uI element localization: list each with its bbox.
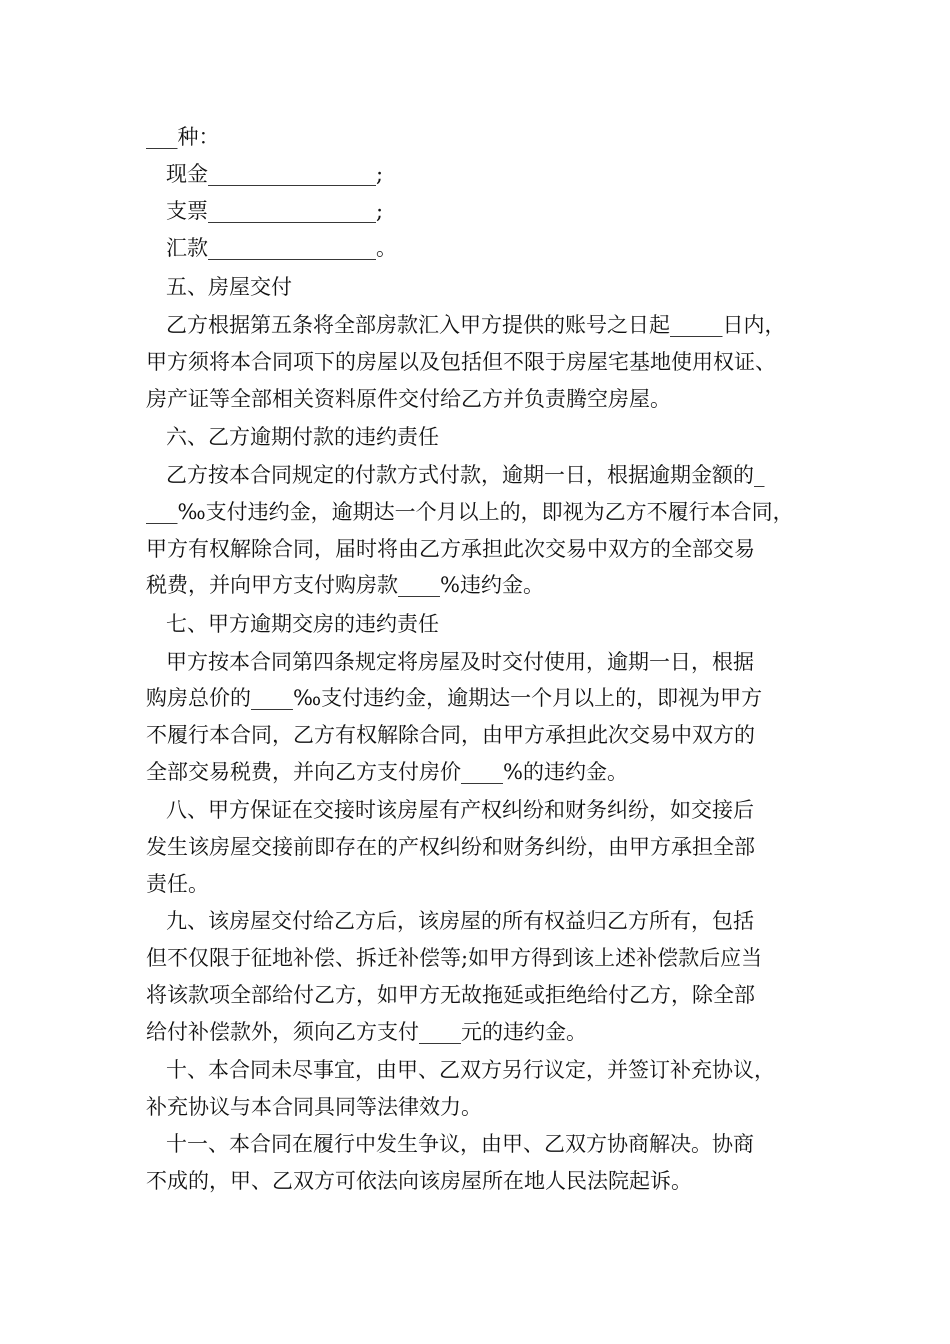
- text-line: 九、该房屋交付给乙方后，该房屋的所有权益归乙方所有，包括: [166, 909, 754, 933]
- text-line: ___‰支付违约金，逾期达一个月以上的，即视为乙方不履行本合同，: [146, 500, 794, 524]
- text-line: 补充协议与本合同具同等法律效力。: [146, 1095, 482, 1119]
- text-line: 全部交易税费，并向乙方支付房价____%的违约金。: [146, 760, 628, 784]
- text-line: ___种：: [146, 125, 220, 149]
- text-line: 不履行本合同，乙方有权解除合同，由甲方承担此次交易中双方的: [146, 723, 755, 747]
- text-line: 支票________________;: [166, 199, 384, 223]
- text-line: 八、甲方保证在交接时该房屋有产权纠纷和财务纠纷，如交接后: [166, 798, 754, 822]
- text-line: 不成的，甲、乙双方可依法向该房屋所在地人民法院起诉。: [146, 1169, 692, 1193]
- text-line: 甲方按本合同第四条规定将房屋及时交付使用，逾期一日，根据: [166, 650, 754, 674]
- section-heading: 七、甲方逾期交房的违约责任: [166, 612, 439, 636]
- text-line: 汇款________________。: [166, 236, 397, 260]
- text-line: 乙方按本合同规定的付款方式付款，逾期一日，根据逾期金额的_: [166, 463, 765, 487]
- text-line: 现金________________;: [166, 162, 384, 186]
- text-line: 购房总价的____‰支付违约金，逾期达一个月以上的，即视为甲方: [146, 686, 763, 710]
- text-line: 税费，并向甲方支付购房款____%违约金。: [146, 573, 544, 597]
- text-line: 将该款项全部给付乙方，如甲方无故拖延或拒绝给付乙方，除全部: [146, 983, 755, 1007]
- text-line: 房产证等全部相关资料原件交付给乙方并负责腾空房屋。: [146, 387, 671, 411]
- text-line: 十一、本合同在履行中发生争议，由甲、乙双方协商解决。协商: [166, 1132, 754, 1156]
- text-line: 乙方根据第五条将全部房款汇入甲方提供的账号之日起_____日内，: [166, 313, 786, 337]
- text-line: 甲方须将本合同项下的房屋以及包括但不限于房屋宅基地使用权证、: [146, 350, 776, 374]
- text-line: 给付补偿款外，须向乙方支付____元的违约金。: [146, 1020, 587, 1044]
- text-line: 发生该房屋交接前即存在的产权纠纷和财务纠纷，由甲方承担全部: [146, 835, 755, 859]
- text-line: 但不仅限于征地补偿、拆迁补偿等;如甲方得到该上述补偿款后应当: [146, 946, 763, 970]
- section-heading: 六、乙方逾期付款的违约责任: [166, 425, 439, 449]
- text-line: 十、本合同未尽事宜，由甲、乙双方另行议定，并签订补充协议，: [166, 1058, 775, 1082]
- section-heading: 五、房屋交付: [166, 275, 292, 299]
- text-line: 甲方有权解除合同，届时将由乙方承担此次交易中双方的全部交易: [146, 537, 755, 561]
- text-line: 责任。: [146, 872, 209, 896]
